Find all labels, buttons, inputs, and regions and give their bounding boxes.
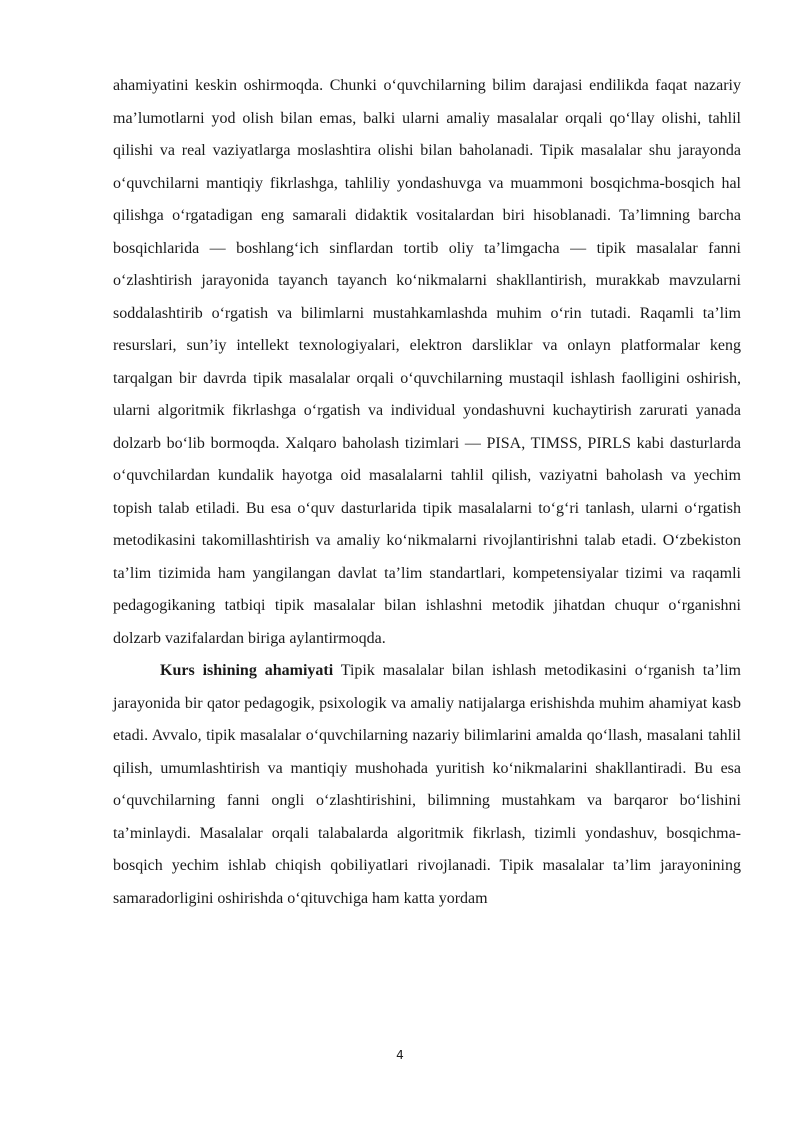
paragraph-2-heading: Kurs ishining ahamiyati: [160, 662, 334, 679]
paragraph-2-body: Tipik masalalar bilan ishlash metodikasini o‘rganish ta’lim jarayonida bir qator pedagogik, psixologik va amaliy natijalarga erishishda muhim ahamiyat kasb etadi. Avvalo, tipik masalalar o‘quvchilarning nazariy bilimlarini amalda qo‘llash, masalani tahlil qilish, umumlashtirish va mantiqiy mushohada yuritish ko‘nikmalarini shakllantiradi. Bu esa o‘quvchilarning fanni ongli o‘zlashtirishini, bilimning mustahkam va barqaror bo‘lishini ta’minlaydi. Masalalar orqali talabalarda algoritmik fikrlash, tizimli yondashuv, bosqichma-bosqich yechim ishlab chiqish qobiliyatlari rivojlanadi. Tipik masalalar ta’lim jarayonining samaradorligini oshirishda o‘qituvchiga ham katta yordam: [113, 662, 741, 907]
paragraph-1: ahamiyatini keskin oshirmoqda. Chunki o‘quvchilarning bilim darajasi endilikda faqat nazariy ma’lumotlarni yod olish bilan emas, balki ularni amaliy masalalar orqali qo‘llay olishi, tahlil qilishi va real vaziyatlarga moslashtira olishi bilan baholanadi. Tipik masalalar shu jarayonda o‘quvchilarni mantiqiy fikrlashga, tahliliy yondashuvga va muammoni bosqichma-bosqich hal qilishga o‘rgatadigan eng samarali didaktik vositalardan biri hisoblanadi. Ta’limning barcha bosqichlarida — boshlang‘ich sinflardan tortib oliy ta’limgacha — tipik masalalar fanni o‘zlashtirish jarayonida tayanch tayanch ko‘nikmalarni shakllantirish, murakkab mavzularni soddalashtirib o‘rgatish va bilimlarni mustahkamlashda muhim o‘rin tutadi. Raqamli ta’lim resurslari, sun’iy intellekt texnologiyalari, elektron darsliklar va onlayn platformalar keng tarqalgan bir davrda tipik masalalar orqali o‘quvchilarning mustaqil ishlash faolligini oshirish, ularni algoritmik fikrlashga o‘rgatish va individual yondashuvni kuchaytirish zarurati yanada dolzarb bo‘lib bormoqda. Xalqaro baholash tizimlari — PISA, TIMSS, PIRLS kabi dasturlarda o‘quvchilardan kundalik hayotga oid masalalarni tahlil qilish, vaziyatni baholash va yechim topish talab etiladi. Bu esa o‘quv dasturlarida tipik masalalarni to‘g‘ri tanlash, ularni o‘rgatish metodikasini takomillashtirish va amaliy ko‘nikmalarni rivojlantirishni talab etadi. O‘zbekiston ta’lim tizimida ham yangilangan davlat ta’lim standartlari, kompetensiyalar tizimi va raqamli pedagogikaning tatbiqi tipik masalalar bilan ishlashni metodik jihatdan chuqur o‘rganishni dolzarb vazifalardan biriga aylantirmoqda.: [113, 77, 741, 647]
page-number: 4: [396, 1048, 404, 1062]
body-text: [113, 70, 741, 915]
paragraph-2: [113, 655, 741, 915]
